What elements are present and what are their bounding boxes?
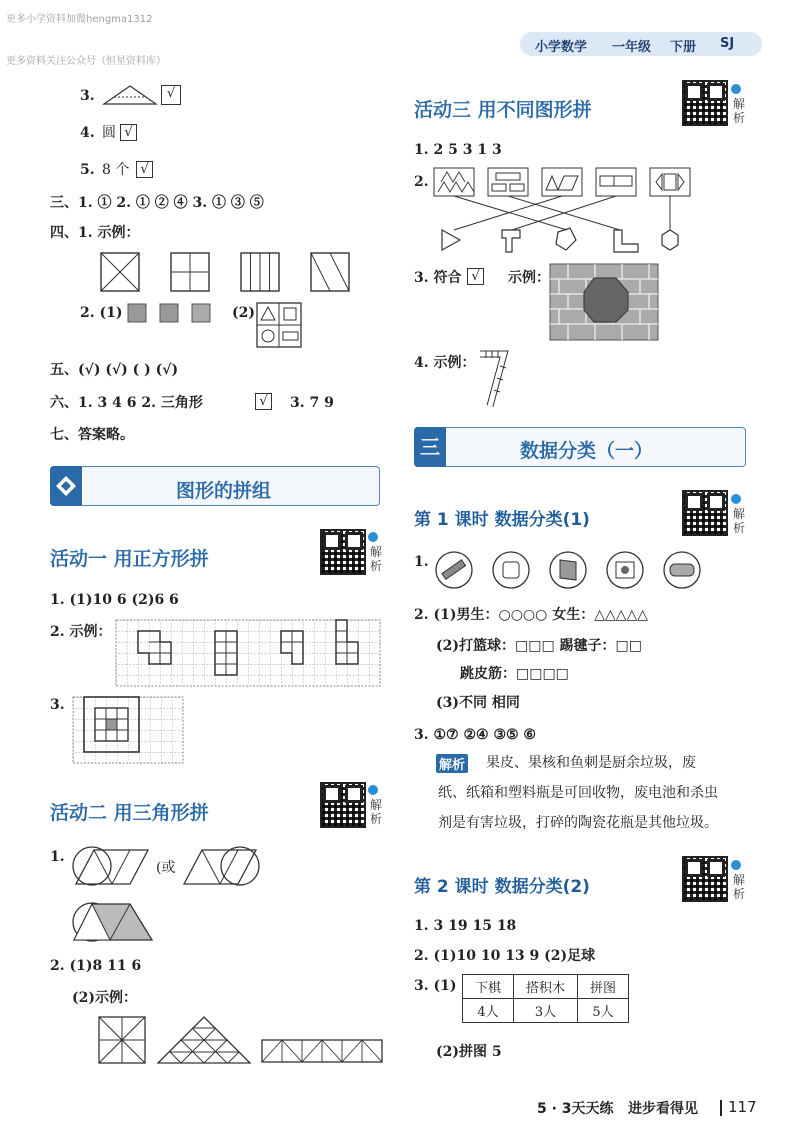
answer-box: √ bbox=[255, 393, 272, 410]
activity-3-q3b: 示例： bbox=[508, 270, 550, 286]
activity-1-q2: 2. 示例： bbox=[50, 624, 112, 640]
qr-label: 解析 bbox=[370, 798, 383, 826]
lesson-1-q2-4: (3)不同 相同 bbox=[436, 695, 520, 711]
activity-2-q2: 2. (1)8 11 6 bbox=[50, 958, 142, 974]
analysis-text-1: 果皮、果核和鱼刺是厨余垃圾，废 bbox=[486, 755, 696, 771]
table-header-cell: 下棋 bbox=[463, 975, 514, 999]
item-4-num: 4. bbox=[80, 125, 95, 141]
lesson-2-q1: 1. 3 19 15 18 bbox=[414, 918, 517, 934]
circle-parallelogram-figure-1 bbox=[72, 846, 152, 886]
activity-2-title: 活动二 用三角形拼 bbox=[50, 802, 209, 824]
lesson-2-q2: 2. (1)10 10 13 9 (2)足球 bbox=[414, 948, 596, 964]
activity-1-q1: 1. (1)10 6 (2)6 6 bbox=[50, 592, 179, 608]
lesson-2-q3b: (2)拼图 5 bbox=[436, 1044, 502, 1060]
nested-square-figure bbox=[73, 697, 183, 763]
analysis-tag bbox=[436, 754, 468, 773]
activity-1-q3: 3. bbox=[50, 697, 65, 713]
section-si-2b: (2) bbox=[232, 305, 255, 321]
circle-parallelogram-figure-2 bbox=[180, 846, 260, 886]
qr-code-icon[interactable] bbox=[682, 490, 728, 536]
table-header-row bbox=[463, 975, 629, 999]
activity-2-or: (或 bbox=[156, 860, 176, 876]
answer-box: √ bbox=[136, 161, 153, 178]
activity-2-q1: 1. bbox=[50, 849, 65, 865]
header-volume: 下册 bbox=[670, 40, 697, 55]
section-san: 三、1. ① 2. ① ② ④ 3. ① ③ ⑤ bbox=[50, 195, 264, 211]
table-cell: 4人 bbox=[463, 999, 514, 1023]
shape-grid-figure bbox=[256, 302, 302, 348]
footer-brand: 5 · 3天天练 bbox=[537, 1101, 614, 1117]
brick-wall-figure bbox=[550, 264, 658, 340]
square-grid-examples bbox=[116, 620, 380, 686]
activity-3-q4: 4. 示例： bbox=[414, 355, 476, 371]
table-header-cell: 搭积木 bbox=[514, 975, 578, 999]
page-number: 117 bbox=[728, 1098, 757, 1116]
footer-slogan: 进步看得见 bbox=[628, 1101, 698, 1117]
qr-code-icon[interactable] bbox=[320, 782, 366, 828]
qr-code-icon[interactable] bbox=[682, 80, 728, 126]
item-4-text: 圆 bbox=[102, 125, 116, 141]
activity-3-title: 活动三 用不同图形拼 bbox=[414, 99, 592, 121]
section-qi: 七、答案略。 bbox=[50, 427, 134, 443]
lesson-2-title: 第 2 课时 数据分类(2) bbox=[414, 877, 590, 897]
answer-box: √ bbox=[467, 268, 484, 285]
play-icon[interactable] bbox=[731, 494, 741, 504]
activity-table bbox=[462, 974, 629, 1023]
shaded-squares bbox=[128, 303, 218, 323]
play-icon[interactable] bbox=[731, 860, 741, 870]
header-edition: SJ bbox=[720, 36, 735, 51]
section-liu-a: 六、1. 3 4 6 2. 三角形 bbox=[50, 395, 203, 411]
qr-label: 解析 bbox=[733, 97, 746, 125]
table-cell: 3人 bbox=[514, 999, 578, 1023]
qr-label: 解析 bbox=[370, 545, 383, 573]
analysis-text-2: 纸、纸箱和塑料瓶是可回收物，废电池和杀虫 bbox=[438, 785, 718, 801]
section-title: 数据分类（一） bbox=[520, 440, 654, 462]
answer-box: √ bbox=[161, 85, 181, 105]
activity-3-q2: 2. bbox=[414, 174, 429, 190]
section-wu: 五、(√) (√) ( ) (√) bbox=[50, 362, 179, 378]
lesson-1-title: 第 1 课时 数据分类(1) bbox=[414, 510, 590, 530]
analysis-tag-label: 解析 bbox=[436, 754, 468, 773]
square-division-figures bbox=[100, 252, 360, 292]
item-5-num: 5. bbox=[80, 162, 95, 178]
table-row bbox=[463, 999, 629, 1023]
lesson-2-q3: 3. (1) bbox=[414, 978, 457, 994]
play-icon[interactable] bbox=[731, 84, 741, 94]
qr-code-icon[interactable] bbox=[320, 529, 366, 575]
item-5-text: 8 个 bbox=[102, 162, 130, 178]
section-si-1: 四、1. 示例： bbox=[50, 225, 140, 241]
triangle-tiling-figures bbox=[98, 1016, 388, 1064]
circle-trapezoid-figure bbox=[72, 902, 156, 942]
activity-1-title: 活动一 用正方形拼 bbox=[50, 548, 209, 570]
section-number: 三 bbox=[414, 427, 446, 467]
qr-label: 解析 bbox=[733, 873, 746, 901]
waste-items-circles bbox=[436, 550, 716, 590]
analysis-text-3: 剂是有害垃圾，打碎的陶瓷花瓶是其他垃圾。 bbox=[438, 815, 718, 831]
item-3-num: 3. bbox=[80, 88, 95, 104]
lesson-1-q3: 3. ①⑦ ②④ ③⑤ ⑥ bbox=[414, 727, 536, 743]
matching-shapes-figure bbox=[432, 166, 722, 256]
answer-box: √ bbox=[120, 124, 137, 141]
play-icon[interactable] bbox=[368, 532, 378, 542]
watermark-line1: 更多小学资料加微hengma1312 bbox=[6, 14, 153, 25]
table-cell: 5人 bbox=[578, 999, 629, 1023]
section-si-2a: 2. (1) bbox=[80, 305, 123, 321]
lesson-1-q2-2: (2)打篮球：□□□ 踢毽子：□□ bbox=[436, 638, 643, 654]
lesson-1-q1: 1. bbox=[414, 554, 429, 570]
qr-code-icon[interactable] bbox=[682, 856, 728, 902]
footer-divider bbox=[720, 1100, 722, 1116]
seven-shape-figure bbox=[478, 352, 508, 408]
qr-label: 解析 bbox=[733, 507, 746, 535]
lesson-1-q2-1: 2. (1)男生：○○○○ 女生：△△△△△ bbox=[414, 607, 649, 623]
header-subject: 小学数学 bbox=[535, 40, 588, 55]
activity-3-q1: 1. 2 5 3 1 3 bbox=[414, 142, 502, 158]
activity-2-q2b: (2)示例： bbox=[72, 990, 137, 1006]
header-grade: 一年级 bbox=[612, 40, 652, 55]
trapezoid-triangle-figure bbox=[102, 84, 158, 106]
unit-title: 图形的拼组 bbox=[176, 480, 272, 502]
play-icon[interactable] bbox=[368, 785, 378, 795]
activity-3-q3a: 3. 符合 bbox=[414, 270, 462, 286]
table-header-cell: 拼图 bbox=[578, 975, 629, 999]
puzzle-icon bbox=[50, 466, 82, 506]
section-liu-b: 3. 7 9 bbox=[290, 395, 334, 411]
lesson-1-q2-3: 跳皮筋：□□□□ bbox=[460, 666, 569, 682]
watermark-line2: 更多资料关注公众号（恒星资料库） bbox=[6, 56, 166, 67]
